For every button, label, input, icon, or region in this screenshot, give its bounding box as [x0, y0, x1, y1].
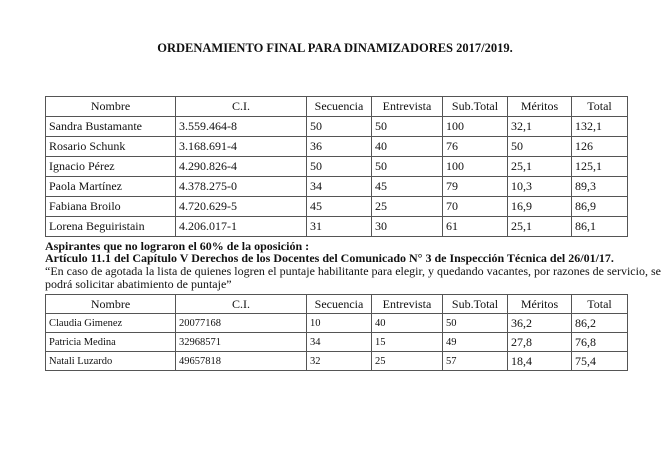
table-cell: 50 [372, 157, 443, 177]
column-header: Nombre [46, 295, 176, 314]
table-cell: Fabiana Broilo [46, 197, 176, 217]
column-header: Méritos [508, 295, 572, 314]
table-row [46, 157, 628, 177]
table-cell: 100 [443, 157, 508, 177]
column-header: Total [572, 295, 628, 314]
table-cell: 30 [372, 217, 443, 237]
table-cell: 86,2 [572, 314, 628, 333]
table-cell: 50 [307, 157, 372, 177]
table-cell: 32,1 [508, 117, 572, 137]
table-cell: 34 [307, 333, 372, 352]
quote-line-1: “En caso de agotada la lista de quienes logren el puntaje habilitante para elegir, y quedando vacantes, por razones de servicio, se [45, 264, 661, 278]
table-row [46, 333, 628, 352]
table-cell: 45 [372, 177, 443, 197]
table-cell: 36,2 [508, 314, 572, 333]
table-cell: 4.720.629-5 [176, 197, 307, 217]
table-cell: 10 [307, 314, 372, 333]
table-cell: 25 [372, 352, 443, 371]
column-header: Nombre [46, 97, 176, 117]
table-cell: 70 [443, 197, 508, 217]
table-cell: 34 [307, 177, 372, 197]
table-row [46, 137, 628, 157]
table-row [46, 352, 628, 371]
table-row [46, 117, 628, 137]
table-cell: 50 [508, 137, 572, 157]
table-header-row [46, 295, 628, 314]
document-title: ORDENAMIENTO FINAL PARA DINAMIZADORES 2017/2019. [157, 41, 513, 55]
column-header: Secuencia [307, 295, 372, 314]
table-cell: 50 [443, 314, 508, 333]
table-cell: 132,1 [572, 117, 628, 137]
table-cell: 3.559.464-8 [176, 117, 307, 137]
table-cell: 49 [443, 333, 508, 352]
table-cell: 25,1 [508, 217, 572, 237]
table-cell: Claudia Gimenez [46, 314, 176, 333]
column-header: Entrevista [372, 97, 443, 117]
table-cell: 18,4 [508, 352, 572, 371]
table-row [46, 314, 628, 333]
table-cell: 125,1 [572, 157, 628, 177]
table-cell: 61 [443, 217, 508, 237]
table-cell: Paola Martínez [46, 177, 176, 197]
column-header: Total [572, 97, 628, 117]
table-cell: 36 [307, 137, 372, 157]
table-cell: 27,8 [508, 333, 572, 352]
table-cell: Rosario Schunk [46, 137, 176, 157]
column-header: C.I. [176, 295, 307, 314]
quote-line-2: podrá solicitar abatimiento de puntaje” [45, 277, 232, 291]
table-cell: 4.378.275-0 [176, 177, 307, 197]
column-header: C.I. [176, 97, 307, 117]
table-cell: 76,8 [572, 333, 628, 352]
table-cell: Lorena Beguiristain [46, 217, 176, 237]
table-cell: 100 [443, 117, 508, 137]
table-cell: 4.206.017-1 [176, 217, 307, 237]
table-cell: Patricia Medina [46, 333, 176, 352]
table-cell: 57 [443, 352, 508, 371]
table-cell: 40 [372, 137, 443, 157]
table-cell: 4.290.826-4 [176, 157, 307, 177]
table-cell: 50 [372, 117, 443, 137]
table-cell: 15 [372, 333, 443, 352]
column-header: Entrevista [372, 295, 443, 314]
table-cell: Sandra Bustamante [46, 117, 176, 137]
table-cell: 86,9 [572, 197, 628, 217]
column-header: Méritos [508, 97, 572, 117]
table-cell: Natali Luzardo [46, 352, 176, 371]
below-threshold-table [45, 294, 628, 371]
article-reference: Artículo 11.1 del Capítulo V Derechos de los Docentes del Comunicado N° 3 de Inspección Técnica del 26/01/17. [45, 251, 614, 265]
column-header: Sub.Total [443, 295, 508, 314]
table-cell: 10,3 [508, 177, 572, 197]
table-cell: 40 [372, 314, 443, 333]
table-row [46, 217, 628, 237]
table-cell: 16,9 [508, 197, 572, 217]
table-cell: 50 [307, 117, 372, 137]
table-row [46, 177, 628, 197]
table-cell: 75,4 [572, 352, 628, 371]
table-cell: 20077168 [176, 314, 307, 333]
table-cell: 25,1 [508, 157, 572, 177]
table-cell: Ignacio Pérez [46, 157, 176, 177]
table-cell: 32968571 [176, 333, 307, 352]
table-cell: 32 [307, 352, 372, 371]
table-cell: 76 [443, 137, 508, 157]
table-cell: 45 [307, 197, 372, 217]
table-cell: 49657818 [176, 352, 307, 371]
column-header: Secuencia [307, 97, 372, 117]
table-cell: 79 [443, 177, 508, 197]
table-cell: 31 [307, 217, 372, 237]
table-cell: 86,1 [572, 217, 628, 237]
table-row [46, 197, 628, 217]
table-cell: 25 [372, 197, 443, 217]
section-heading: Aspirantes que no lograron el 60% de la oposición : [45, 239, 310, 253]
column-header: Sub.Total [443, 97, 508, 117]
table-cell: 126 [572, 137, 628, 157]
table-header-row [46, 97, 628, 117]
ranking-table [45, 96, 628, 237]
table-cell: 3.168.691-4 [176, 137, 307, 157]
table-cell: 89,3 [572, 177, 628, 197]
